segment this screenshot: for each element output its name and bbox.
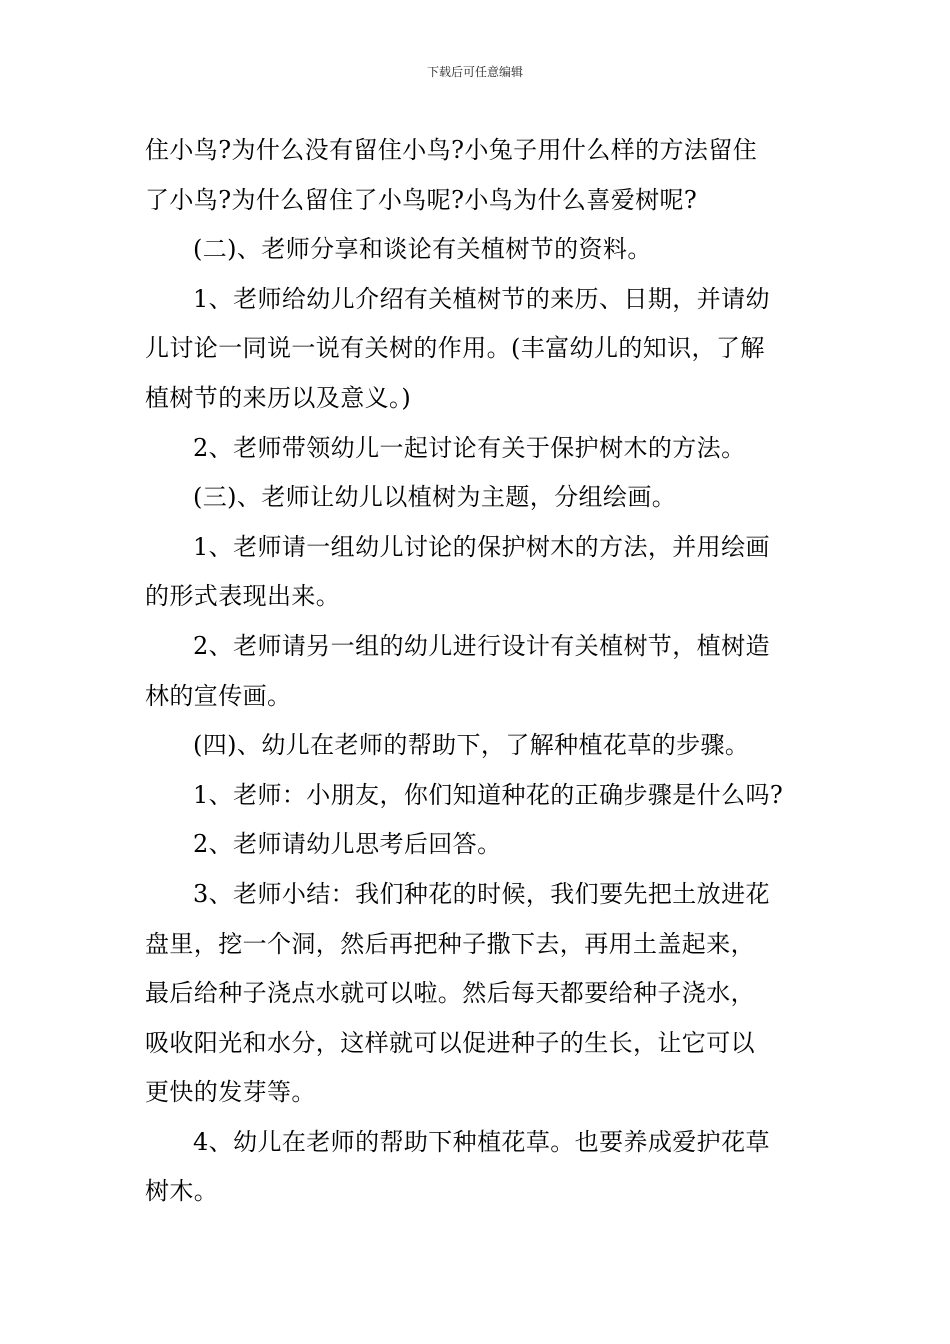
- text-line: 住小鸟?为什么没有留住小鸟?小兔子用什么样的方法留住: [145, 136, 758, 164]
- text-line: 了小鸟?为什么留住了小鸟呢?小鸟为什么喜爱树呢?: [145, 185, 698, 214]
- text-line: 3、老师小结：我们种花的时候，我们要先把土放进花: [193, 879, 770, 908]
- page-header: 下载后可任意编辑: [426, 65, 523, 79]
- section-heading: (三)、老师让幼儿以植树为主题，分组绘画。: [193, 483, 677, 512]
- text-line: 的形式表现出来。: [145, 582, 341, 611]
- text-line: 2、老师请幼儿思考后回答。: [193, 830, 502, 859]
- text-line: 植树节的来历以及意义。): [145, 383, 412, 412]
- section-heading: (四)、幼儿在老师的帮助下，了解种植花草的步骤。: [193, 731, 750, 760]
- document-body: [145, 126, 810, 1217]
- section-heading: (二)、老师分享和谈论有关植树节的资料。: [193, 235, 652, 264]
- text-line: 1、老师：小朋友，你们知道种花的正确步骤是什么吗?: [193, 780, 784, 809]
- text-line: 儿讨论一同说一说有关树的作用。(丰富幼儿的知识，了解: [145, 334, 765, 363]
- text-line: 更快的发芽等。: [145, 1078, 316, 1107]
- text-line: 林的宣传画。: [145, 681, 292, 710]
- text-line: 2、老师请另一组的幼儿进行设计有关植树节，植树造: [193, 631, 770, 660]
- text-line: 树木。: [145, 1177, 219, 1206]
- text-line: 1、老师请一组幼儿讨论的保护树木的方法，并用绘画: [193, 532, 770, 561]
- text-line: 盘里，挖一个洞，然后再把种子撒下去，再用土盖起来，: [145, 929, 755, 958]
- text-line: 吸收阳光和水分，这样就可以促进种子的生长，让它可以: [145, 1028, 755, 1057]
- text-line: 4、幼儿在老师的帮助下种植花草。也要养成爱护花草: [193, 1127, 770, 1156]
- text-line: 最后给种子浇点水就可以啦。然后每天都要给种子浇水，: [145, 979, 755, 1008]
- text-line: 1、老师给幼儿介绍有关植树节的来历、日期，并请幼: [193, 284, 770, 313]
- text-line: 2、老师带领幼儿一起讨论有关于保护树木的方法。: [193, 433, 746, 462]
